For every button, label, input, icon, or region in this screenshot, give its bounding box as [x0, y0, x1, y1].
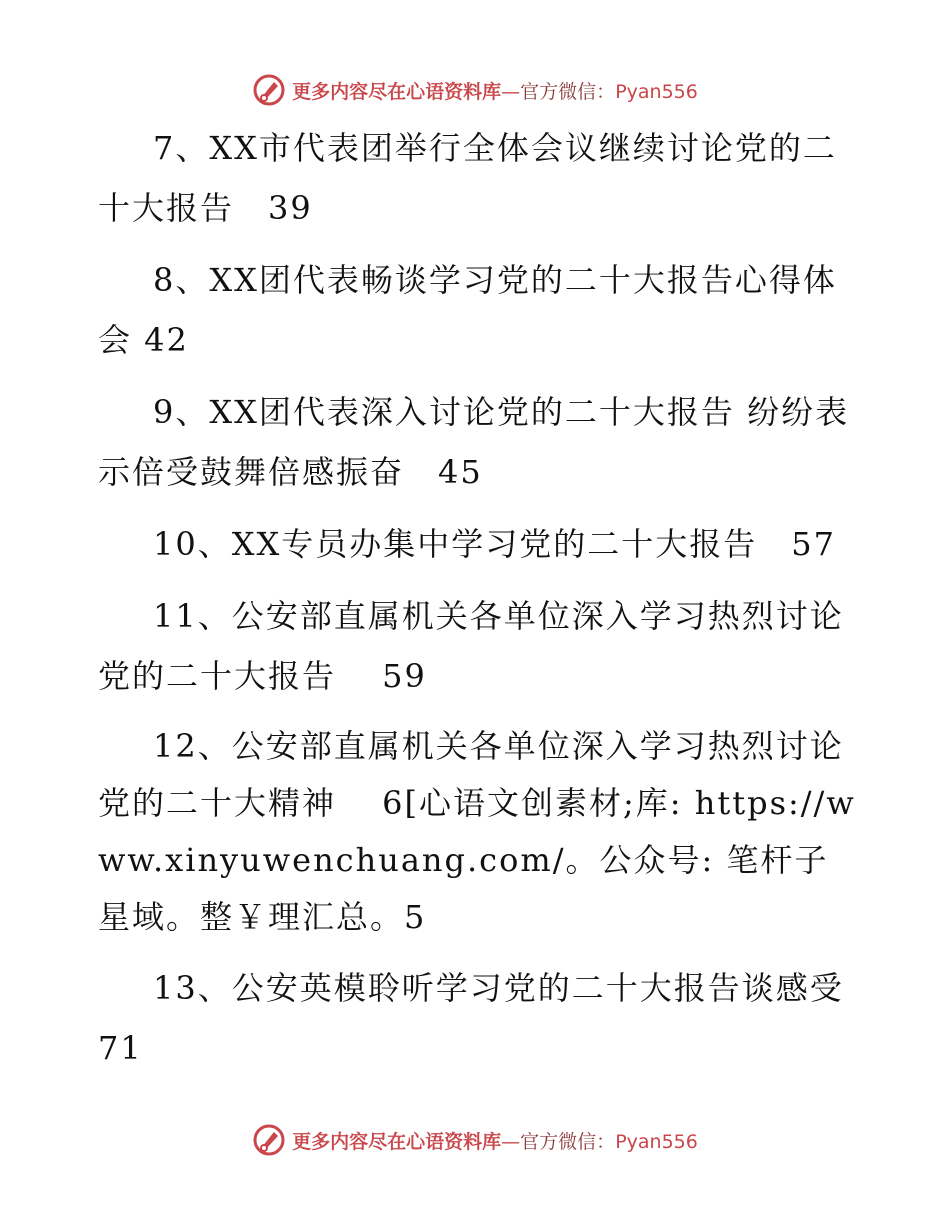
toc-entry-7: 7、XX市代表团举行全体会议继续讨论党的二十大报告 39 [98, 129, 837, 227]
toc-entry-10: 10、XX专员办集中学习党的二十大报告 57 [153, 525, 837, 563]
watermark-dash: — [501, 80, 521, 103]
watermark-dash: — [501, 1130, 521, 1153]
watermark-main: 更多内容尽在心语资料库 [292, 1130, 502, 1153]
watermark-text [292, 77, 698, 104]
watermark-wechat-id: Pyan556 [615, 1130, 698, 1153]
toc-entry-11: 11、公安部直属机关各单位深入学习热烈讨论党的二十大报告 59 [98, 597, 844, 695]
toc-entry-8: 8、XX团代表畅谈学习党的二十大报告心得体会 42 [98, 261, 837, 359]
watermark-wechat-id: Pyan556 [615, 80, 698, 103]
pen-nib-logo-icon [252, 1123, 286, 1157]
toc-entry-12: 12、公安部直属机关各单位深入学习热烈讨论党的二十大精神 6[心语文创素材;库: https://www.xinyuwenchuang.com/。公众号: 笔杆子星域。整￥理汇总。5 [98, 727, 856, 936]
watermark-wechat-label: 官方微信： [520, 80, 616, 103]
header-watermark-banner [0, 70, 950, 110]
pen-nib-logo-icon [252, 73, 286, 107]
footer-watermark-banner [0, 1120, 950, 1160]
toc-content [98, 118, 858, 1090]
toc-entry-9: 9、XX团代表深入讨论党的二十大报告 纷纷表示倍受鼓舞倍感振奋 45 [98, 393, 850, 491]
watermark-wechat-label: 官方微信： [520, 1130, 616, 1153]
toc-entry-13: 13、公安英模聆听学习党的二十大报告谈感受 71 [98, 969, 844, 1067]
watermark-text [292, 1127, 698, 1154]
watermark-main: 更多内容尽在心语资料库 [292, 80, 502, 103]
